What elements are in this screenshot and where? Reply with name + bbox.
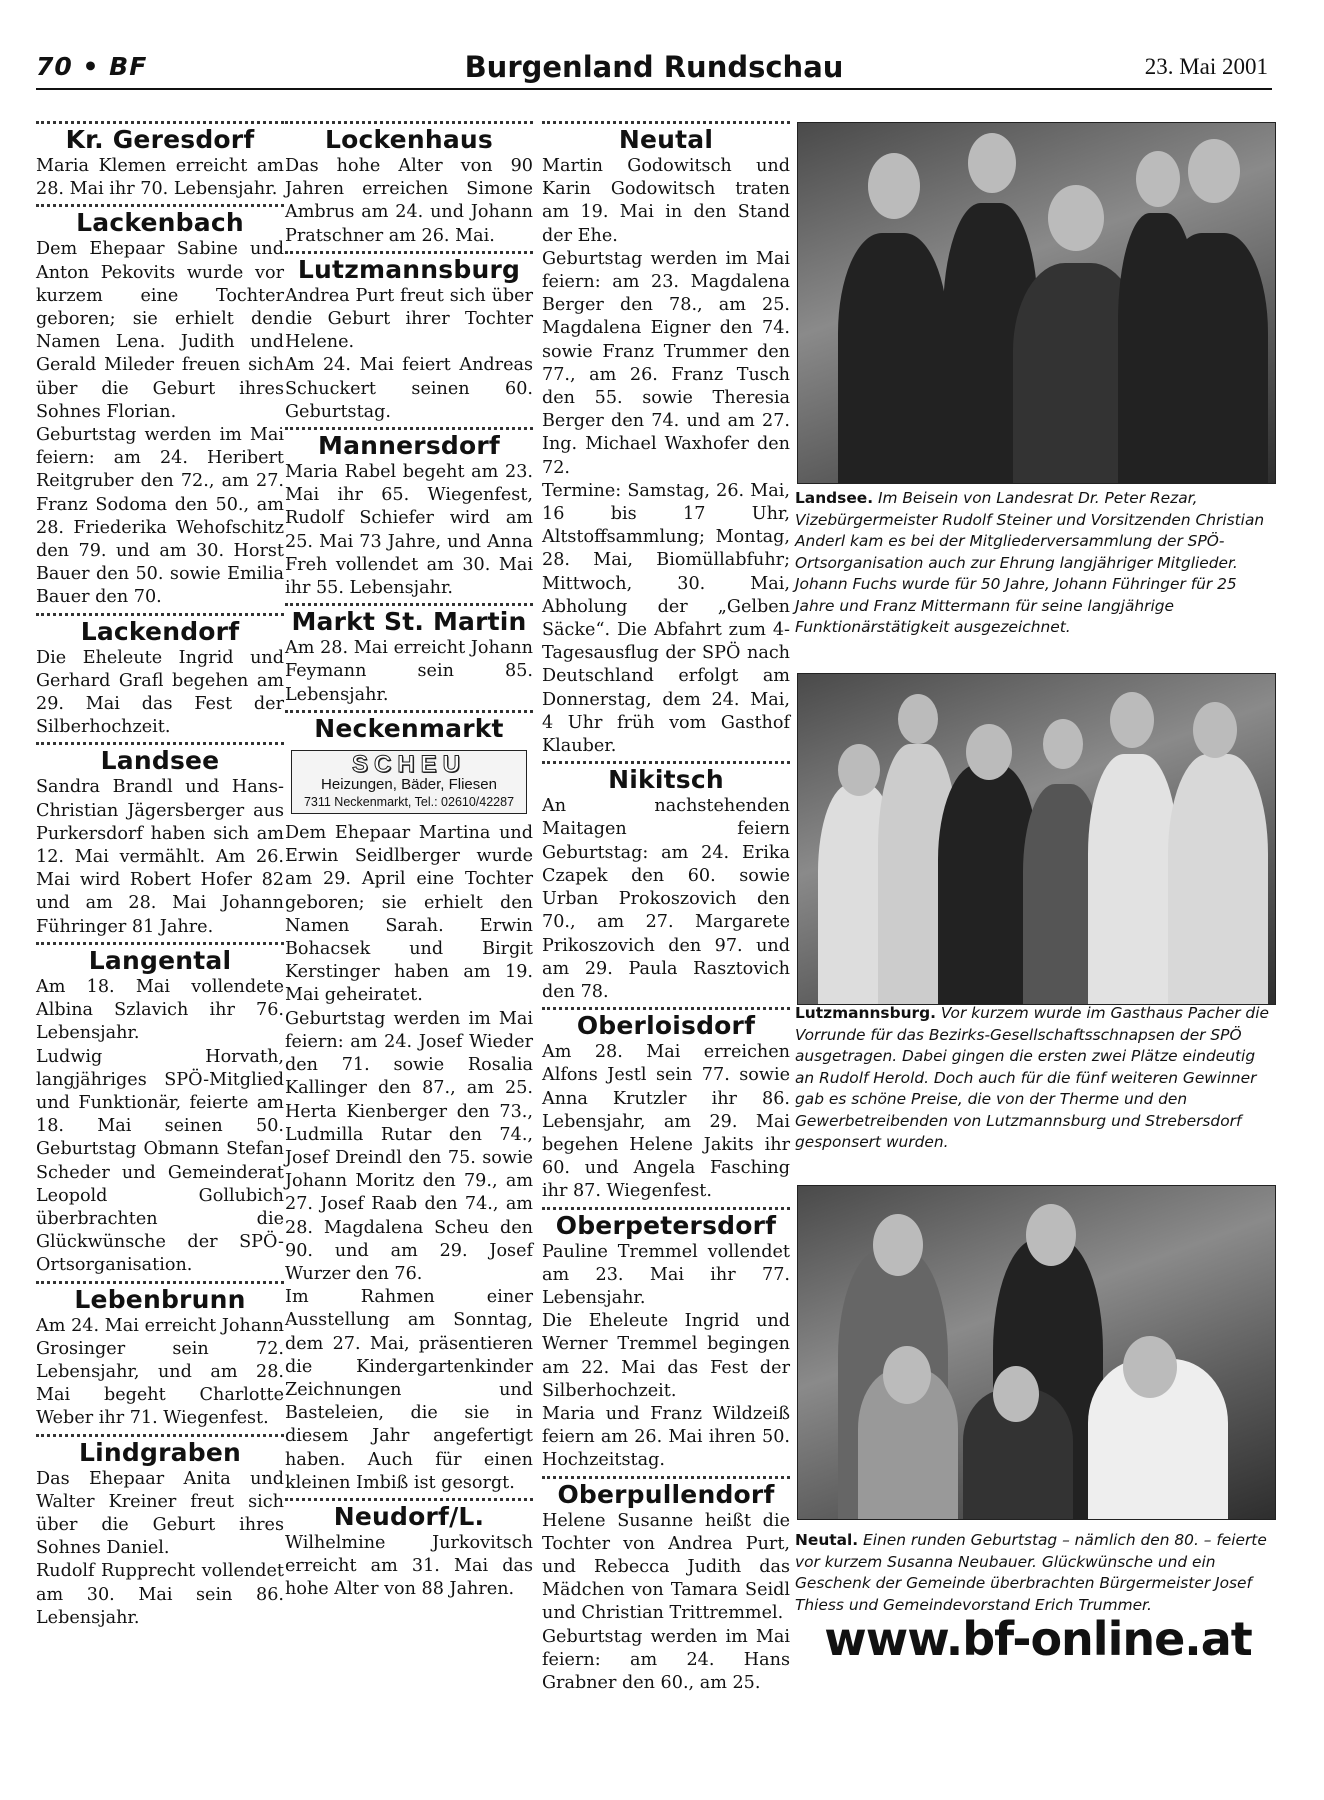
ad-services: Heizungen, Bäder, Fliesen <box>321 776 497 794</box>
section-title-landsee: Landsee <box>100 746 220 776</box>
section-text-oberpetersdorf: Maria und Franz Wildzeiß feiern am 26. Mai ihren 50. Hochzeitstag. <box>542 1403 790 1471</box>
section-separator <box>542 121 790 124</box>
section-text-lockenhaus: Das hohe Alter von 90 Jahren erreichen Simone Ambrus am 24. und Johann Pratschner am 26. Mai. <box>285 156 533 246</box>
issue-date: 23. Mai 2001 <box>1144 54 1268 79</box>
section-text-neutal: Termine: Samstag, 26. Mai, 16 bis 17 Uhr, Altstoffsammlung; Montag, 28. Mai, Biomüllabfuhr; Mittwoch, 30. Mai, Abholung der „Gelben Säcke“. Die Abfahrt zum 4-Tagesausflug der SPÖ nach Deutschland erfolgt am Donnerstag, dem 24. Mai, 4 Uhr früh vom Gasthof Klauber. <box>542 480 790 757</box>
section-title-lockenhaus: Lockenhaus <box>325 125 493 154</box>
section-text-oberpetersdorf: Pauline Tremmel vollendet am 23. Mai ihr 77. Lebensjahr. <box>542 1241 790 1308</box>
section-separator <box>285 710 533 713</box>
section-text-lutzmannsburg: Am 24. Mai feiert Andreas Schuckert seinen 60. Geburtstag. <box>285 355 533 422</box>
newspaper-title: Burgenland Rundschau <box>464 50 844 84</box>
section-title-lackenbach: Lackenbach <box>76 208 244 238</box>
caption-landsee: Landsee. Im Beisein von Landesrat Dr. Peter Rezar, Vizebürgermeister Rudolf Steiner und Vorsitzenden Christian Anderl kam es bei der Mitgliederversammlung der SPÖ-Ortsorganisation auch zur Ehrung langjähriger Mitglieder. Johann Fuchs wurde für 50 Jahre, Johann Führinger für 25 Jahre und Franz Mittermann für seine langjährige Funktionärstätigkeit ausgezeichnet. <box>795 489 1265 636</box>
section-text-langental: Ludwig Horvath, langjähriges SPÖ-Mitglied und Funktionär, feierte am 18. Mai seinen 50. Geburtstag Obmann Stefan Scheder und Gemeinderat Leopold Gollubich überbrachten die Glückwünsche der SPÖ-Ortsorganisation. <box>36 1046 284 1276</box>
section-text-landsee: Sandra Brandl und Hans-Christian Jägersberger aus Purkersdorf haben sich am 12. Mai vermählt. Am 26. Mai wird Robert Hofer 82 und am 28. Mai Johann Führinger 81 Jahre. <box>36 777 284 937</box>
section-text-oberpetersdorf: Die Eheleute Ingrid und Werner Tremmel begingen am 22. Mai das Fest der Silberhochzeit. <box>542 1311 790 1401</box>
section-title-neckenmarkt: Neckenmarkt <box>314 713 504 743</box>
section-title-langental: Langental <box>88 945 232 975</box>
section-title-lebenbrunn: Lebenbrunn <box>74 1284 246 1314</box>
section-separator <box>542 761 790 764</box>
ad-logo: SCHEU <box>351 750 466 778</box>
caption-neutal: Neutal. Einen runden Geburtstag – nämlich den 80. – feierte vor kurzem Susanna Neubauer. Glückwünsche und ein Geschenk der Gemeinde überbrachten Bürgermeister Josef Thiess und Gemeindevorstand Erich Trummer. <box>795 1531 1267 1614</box>
masthead <box>36 52 1272 90</box>
section-separator <box>285 251 533 254</box>
section-text-neutal: Geburtstag werden im Mai feiern: am 23. Magdalena Berger den 78., am 25. Magdalena Eigner den 74. sowie Franz Trummer den 77., am 26. Franz Tusch den 55. sowie Theresia Berger den 74. und am 27. Ing. Michael Waxhofer den 72. <box>542 248 790 478</box>
section-separator <box>36 742 284 745</box>
caption-lutzmannsburg: Lutzmannsburg. Vor kurzem wurde im Gasthaus Pacher die Vorrunde für das Bezirks-Gesellschaftsschnapsen der SPÖ ausgetragen. Dabei gingen die ersten zwei Plätze eindeutig an Rudolf Herold. Doch auch für die fünf weiteren Gewinner gab es schöne Preise, die von der Therme und den Gewerbetreibenden von Lutzmannsburg und Strebersdorf gesponsert wurden. <box>795 1004 1269 1151</box>
section-text-kr-geresdorf: Maria Klemen erreicht am 28. Mai ihr 70. Lebensjahr. <box>36 156 284 200</box>
section-text-markt-st-martin: Am 28. Mai erreicht Johann Feymann sein 85. Lebensjahr. <box>285 638 533 705</box>
section-text-oberpullendorf: Geburtstag werden im Mai feiern: am 24. Hans Grabner den 60., am 25. <box>542 1626 790 1693</box>
section-title-kr-geresdorf: Kr. Geresdorf <box>65 125 255 154</box>
section-separator <box>285 1498 533 1501</box>
photo-landsee <box>797 122 1276 484</box>
column-2 <box>285 118 533 1602</box>
page-number: 70 • BF <box>36 52 148 81</box>
photo-lutzmannsburg <box>797 673 1276 1005</box>
section-title-neutal: Neutal <box>618 125 714 154</box>
section-text-oberloisdorf: Am 28. Mai erreichen Alfons Jestl sein 77. sowie Anna Krutzler ihr 86. Lebensjahr, am 29. Mai begehen Helene Jakits ihr 60. und Angela Fasching ihr 87. Wiegenfest. <box>542 1042 790 1202</box>
section-separator <box>36 1434 284 1437</box>
section-separator <box>542 1476 790 1479</box>
section-text-neckenmarkt: Im Rahmen einer Ausstellung am Sonntag, dem 27. Mai, präsentieren die Kindergartenkinder Zeichnungen und Basteleien, die sie in diesem Jahr angefertigt haben. Auch für einen kleinen Imbiß ist gesorgt. <box>285 1287 533 1493</box>
section-text-lindgraben: Rudolf Rupprecht vollendet am 30. Mai sein 86. Lebensjahr. <box>36 1561 284 1628</box>
section-text-lackenbach: Geburtstag werden im Mai feiern: am 24. Heribert Reitgruber den 72., am 27. Franz Sodoma den 50., am 28. Friederika Wehofschitz den 79. und am 30. Horst Bauer den 50. sowie Emilia Bauer den 70. <box>36 425 284 608</box>
section-text-neudorf-l: Wilhelmine Jurkovitsch erreicht am 31. Mai das hohe Alter von 88 Jahren. <box>285 1532 533 1600</box>
section-title-markt-st-martin: Markt St. Martin <box>291 607 527 637</box>
section-title-oberpetersdorf: Oberpetersdorf <box>555 1210 777 1240</box>
section-text-mannersdorf: Maria Rabel begeht am 23. Mai ihr 65. Wiegenfest, Rudolf Schiefer wird am 25. Mai 73 Jahre, und Anna Freh vollendet am 30. Mai ihr 55. Lebensjahr. <box>285 462 533 599</box>
section-text-lindgraben: Das Ehepaar Anita und Walter Kreiner freut sich über die Geburt ihres Sohnes Daniel. <box>36 1468 284 1559</box>
section-separator <box>36 121 284 124</box>
section-title-lindgraben: Lindgraben <box>79 1437 241 1467</box>
section-separator <box>542 1207 790 1210</box>
section-title-oberloisdorf: Oberloisdorf <box>576 1011 756 1041</box>
photo-neutal <box>797 1185 1276 1520</box>
section-text-lackenbach: Dem Ehepaar Sabine und Anton Pekovits wurde vor kurzem eine Tochter geboren; sie erhielt den Namen Lena. Judith und Gerald Mileder freuen sich über die Geburt ihres Sohnes Florian. <box>36 239 284 422</box>
section-separator <box>285 603 533 606</box>
section-separator <box>36 942 284 945</box>
section-separator <box>285 121 533 124</box>
section-text-langental: Am 18. Mai vollendete Albina Szlavich ihr 76. Lebensjahr. <box>36 976 284 1044</box>
section-title-neudorf-l: Neudorf/L. <box>333 1501 485 1531</box>
section-text-lackendorf: Die Eheleute Ingrid und Gerhard Grafl begehen am 29. Mai das Fest der Silberhochzeit. <box>36 647 284 738</box>
section-text-lutzmannsburg: Andrea Purt freut sich über die Geburt ihrer Tochter Helene. <box>285 285 533 353</box>
website-url[interactable]: www.bf-online.at <box>824 1612 1252 1666</box>
column-1 <box>36 118 284 1630</box>
section-title-lutzmannsburg: Lutzmannsburg <box>297 254 521 284</box>
section-title-lackendorf: Lackendorf <box>80 616 240 646</box>
section-text-lebenbrunn: Am 24. Mai erreicht Johann Grosinger sein 72. Lebensjahr, und am 28. Mai begeht Charlotte Weber ihr 71. Wiegenfest. <box>36 1315 284 1429</box>
section-title-oberpullendorf: Oberpullendorf <box>557 1479 775 1509</box>
section-separator <box>542 1007 790 1010</box>
section-text-neckenmarkt: Dem Ehepaar Martina und Erwin Seidlberger wurde am 29. April eine Tochter geboren; sie erhielt den Namen Sarah. Erwin Bohacsek und Birgit Kerstinger haben am 19. Mai geheiratet. <box>285 823 533 1006</box>
column-3 <box>542 118 790 1695</box>
section-title-mannersdorf: Mannersdorf <box>318 431 500 461</box>
section-text-nikitsch: An nachstehenden Maitagen feiern Geburtstag: am 24. Erika Czapek den 60. sowie Urban Prokoszovich den 70., am 27. Margarete Prikoszovich den 97. und am 29. Paula Rasztovich den 78. <box>542 796 790 1002</box>
section-separator <box>285 427 533 430</box>
section-text-neutal: Martin Godowitsch und Karin Godowitsch traten am 19. Mai in den Stand der Ehe. <box>542 156 790 246</box>
section-text-neckenmarkt: Geburtstag werden im Mai feiern: am 24. Josef Wieder den 71. sowie Rosalia Kallinger den 87., am 25. Herta Kienberger den 73., Ludmilla Rutar den 74., Josef Dreindl den 75. sowie Johann Moritz den 79., am 27. Josef Raab den 74., am 28. Magdalena Scheu den 90. und am 29. Josef Wurzer den 76. <box>285 1008 533 1284</box>
advertisement-scheu <box>291 750 527 814</box>
section-separator <box>36 204 284 207</box>
ad-address: 7311 Neckenmarkt, Tel.: 02610/42287 <box>303 795 515 810</box>
section-separator <box>36 1281 284 1284</box>
section-separator <box>36 613 284 616</box>
section-text-oberpullendorf: Helene Susanne heißt die Tochter von Andrea Purt, und Rebecca Judith das Mädchen von Tamara Seidl und Christian Trittremmel. <box>542 1510 790 1624</box>
section-title-nikitsch: Nikitsch <box>608 765 724 795</box>
